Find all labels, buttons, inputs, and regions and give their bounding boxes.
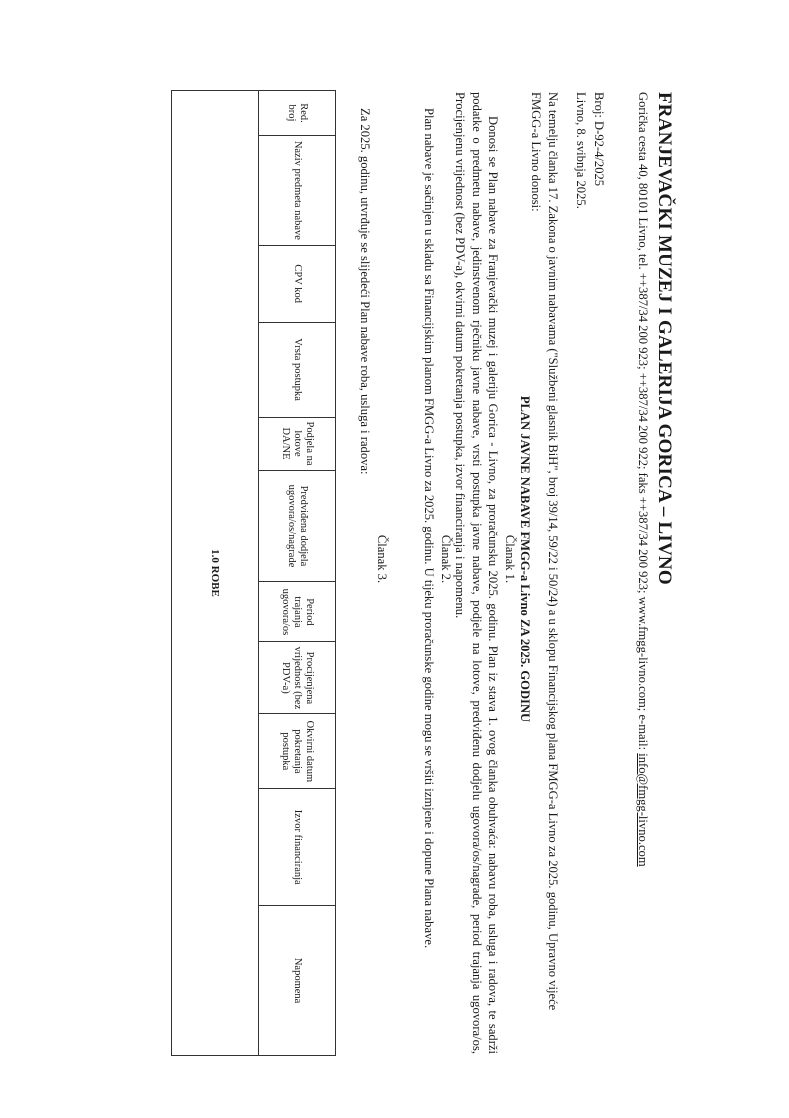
col-header-izvor: Izvor financiranja <box>259 789 336 906</box>
col-header-cpv: CPV kod <box>259 245 336 322</box>
intro-paragraph: Na temelju članka 17. Zakona o javnim nabavama ("Službeni glasnik BiH", broj 39/14, 59/22 i 50/24) a u sklopu Financijskog plana FMGG-a Livno za 2025. godinu, Upravno vijeće FMGG-a Livno donosi: <box>529 92 560 1011</box>
article-2-text: Plan nabave je sačinjen u skladu sa Financijskim planom FMGG-a Livno za 2025. godinu. U tijeku proračunske godine mogu se vršiti izmjene i dopune Plana nabave. <box>422 108 436 949</box>
article-3-text: Za 2025. godinu, utvrđuje se slijedeći Plan nabave roba, usluga i radova: <box>358 108 372 475</box>
table-section-row <box>172 91 259 1056</box>
article-2-heading: Članak 2. <box>439 534 453 584</box>
col-header-dodjela: Predviđena dodjela ugovora/os/nagrade <box>259 470 336 582</box>
email-link[interactable]: info@fmgg-livno.com <box>636 753 650 867</box>
article-3-heading: Članak 3. <box>375 534 389 584</box>
section-label-robe: 1.0 ROBE <box>172 91 259 1056</box>
col-header-lotovi: Podjela na lotove DA/NE <box>259 417 336 470</box>
col-header-vrsta-postupka: Vrsta postupka <box>259 322 336 417</box>
plan-title: PLAN JAVNE NABAVE FMGG-a Livno ZA 2025. GODINU <box>518 395 532 723</box>
procurement-plan-table <box>171 90 336 1056</box>
article-1-heading: Članak 1. <box>503 534 517 584</box>
col-header-napomena: Napomena <box>259 906 336 1056</box>
col-header-naziv: Naziv predmeta nabave <box>259 135 336 245</box>
col-header-datum: Okvirni datum pokretanja postupka <box>259 714 336 789</box>
article-1-text: Donosi se Plan nabave za Franjevački muzej i galeriju Gorica - Livno, za proračunsku 2025. godinu. Plan iz stava 1. ovog članka obuhvaća: nabavu roba, usluga i radova, te sadrži podatke o predmetu nabave, jedinstvenom rječniku javne nabave, vrsti postupka javne nabave, podjele na lotove, predviđenu dodjelu ugovora/os/nagrade, period trajanja ugovora/os, Procijenjenu vrijednost (bez PDV-a), okvirni datum pokretanja postupka, izvor financiranja i napomenu. <box>453 92 500 1054</box>
col-header-period: Period trajanja ugovora/os <box>259 582 336 642</box>
document-date: Livno, 8. svibnja 2025. <box>574 92 588 209</box>
table-header-row <box>259 91 336 1056</box>
museum-title: FRANJEVAČKI MUZEJ I GALERIJA GORICA – LIVNO <box>654 92 675 585</box>
col-header-vrijednost: Procijenjena vrijednost (bez PDV-a) <box>259 642 336 714</box>
contact-text: Gorička cesta 40, 80101 Livno, tel. ++387/34 200 923; ++387/34 200 922; faks ++387/34 200 923; www.fmgg-livno.com; e-mail: <box>636 92 650 754</box>
document-number: Broj: D-92-4/2025 <box>592 92 606 187</box>
col-header-red-broj: Red. broj <box>259 91 336 136</box>
contact-line <box>634 92 651 1052</box>
